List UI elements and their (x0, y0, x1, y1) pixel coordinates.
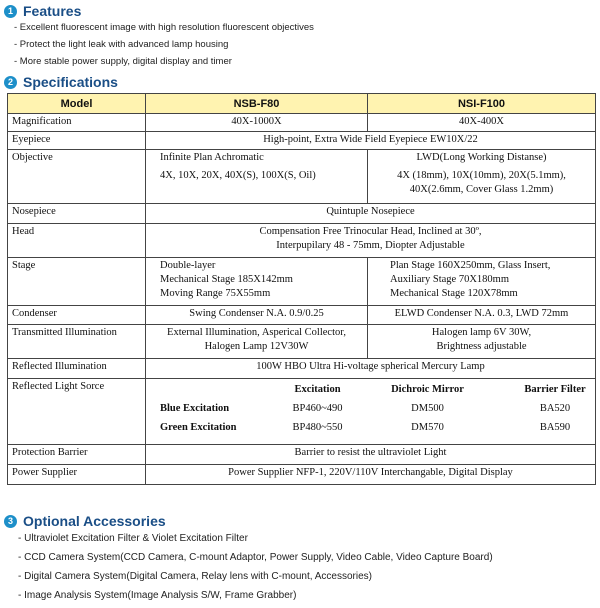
accessories-list (18, 529, 493, 605)
section-number-badge: 3 (4, 515, 17, 528)
cell-line: Mechanical Stage 120X78mm (390, 288, 518, 299)
cell-value: DM570 (411, 422, 444, 433)
row-label: Transmitted Illumination (8, 325, 146, 359)
features-list (14, 19, 314, 70)
row-name: Green Excitation (160, 422, 237, 433)
cell (146, 224, 596, 258)
table-row (8, 325, 596, 359)
row-label: Nosepiece (8, 204, 146, 224)
row-name: Blue Excitation (160, 403, 230, 414)
table-row (8, 359, 596, 379)
list-item: - More stable power supply, digital display and timer (14, 56, 232, 67)
row-label: Protection Barrier (8, 445, 146, 465)
specifications-table (7, 93, 596, 485)
cell-line: 4X, 10X, 20X, 40X(S), 100X(S, Oil) (160, 170, 316, 181)
features-title: Features (23, 3, 82, 19)
row-label: Condenser (8, 306, 146, 325)
cell (146, 258, 368, 306)
cell: High-point, Extra Wide Field Eyepiece EW10X/22 (146, 132, 596, 150)
cell (368, 150, 596, 204)
row-label: Objective (8, 150, 146, 204)
list-item: - Protect the light leak with advanced lamp housing (14, 39, 229, 50)
cell (368, 258, 596, 306)
cell-line: 40X(2.6mm, Cover Glass 1.2mm) (409, 184, 554, 195)
model-header: Model (8, 94, 146, 114)
table-row (8, 204, 596, 224)
cell-value: BA590 (539, 422, 571, 433)
features-heading (4, 3, 81, 19)
list-item: - CCD Camera System(CCD Camera, C-mount Adaptor, Power Supply, Video Cable, Video Capture Board) (18, 552, 493, 563)
cell: 40X-1000X (146, 114, 368, 132)
cell: 40X-400X (368, 114, 596, 132)
cell: Power Supplier NFP-1, 220V/110V Interchangable, Digital Display (146, 465, 596, 485)
cell-line: External Illumination, Asperical Collector, (167, 327, 346, 338)
cell (146, 150, 368, 204)
cell-line: Auxiliary Stage 70X180mm (390, 274, 509, 285)
nsi-f100-header: NSI-F100 (368, 94, 596, 114)
nsb-f80-header: NSB-F80 (146, 94, 368, 114)
cell: ELWD Condenser N.A. 0.3, LWD 72mm (368, 306, 596, 325)
specifications-heading (4, 74, 118, 90)
table-row (8, 465, 596, 485)
cell-line: Mechanical Stage 185X142mm (160, 274, 293, 285)
row-label: Stage (8, 258, 146, 306)
cell-line: LWD(Long Working Distanse) (416, 152, 547, 163)
blank-cell (160, 380, 270, 399)
cell: 100W HBO Ultra Hi-voltage spherical Mercury Lamp (146, 359, 596, 379)
list-item: - Image Analysis System(Image Analysis S/W, Frame Grabber) (18, 590, 297, 601)
list-item: - Digital Camera System(Digital Camera, Relay lens with C-mount, Accessories) (18, 571, 372, 582)
row-label: Reflected Illumination (8, 359, 146, 379)
table-row (8, 379, 596, 445)
cell-value: DM500 (411, 403, 444, 414)
col-header-dichroic-mirror: Dichroic Mirror (391, 384, 464, 395)
cell (146, 325, 368, 359)
cell-line: Compensation Free Trinocular Head, Inclined at 30º, (259, 226, 482, 237)
table-row (8, 132, 596, 150)
col-header-barrier-filter: Barrier Filter (524, 384, 586, 395)
cell-line: Halogen Lamp 12V30W (204, 341, 309, 352)
cell-line: 4X (18mm), 10X(10mm), 20X(5.1mm), (397, 170, 566, 181)
row-label: Power Supplier (8, 465, 146, 485)
specifications-title: Specifications (23, 74, 118, 90)
row-label: Magnification (8, 114, 146, 132)
table-row (8, 445, 596, 465)
cell-line: Plan Stage 160X250mm, Glass Insert, (390, 260, 551, 271)
table-row (8, 258, 596, 306)
row-label: Reflected Light Sorce (8, 379, 146, 445)
cell-value: BP480~550 (292, 422, 343, 433)
cell: Barrier to resist the ultraviolet Light (146, 445, 596, 465)
list-item: - Ultraviolet Excitation Filter & Violet Excitation Filter (18, 533, 248, 544)
accessories-heading (4, 513, 166, 529)
table-header-row (8, 94, 596, 114)
table-row (8, 306, 596, 325)
row-label: Head (8, 224, 146, 258)
cell: Quintuple Nosepiece (146, 204, 596, 224)
list-item: - Excellent fluorescent image with high resolution fluorescent objectives (14, 22, 314, 33)
cell-line: Infinite Plan Achromatic (160, 152, 264, 163)
section-number-badge: 1 (4, 5, 17, 18)
row-label: Eyepiece (8, 132, 146, 150)
cell-line: Moving Range 75X55mm (160, 288, 271, 299)
cell-line: Brightness adjustable (436, 341, 527, 352)
cell (146, 379, 596, 445)
cell: Swing Condenser N.A. 0.9/0.25 (146, 306, 368, 325)
col-header-excitation: Excitation (294, 384, 341, 395)
section-number-badge: 2 (4, 76, 17, 89)
table-row (8, 150, 596, 204)
cell (368, 325, 596, 359)
table-row (8, 114, 596, 132)
cell-line: Double-layer (160, 260, 216, 271)
cell-line: Interpupilary 48 - 75mm, Diopter Adjustable (276, 240, 465, 251)
cell-value: BA520 (539, 403, 571, 414)
excitation-grid (146, 379, 595, 437)
cell-line: Halogen lamp 6V 30W, (431, 327, 532, 338)
cell-value: BP460~490 (292, 403, 343, 414)
accessories-title: Optional Accessories (23, 513, 166, 529)
table-row (8, 224, 596, 258)
